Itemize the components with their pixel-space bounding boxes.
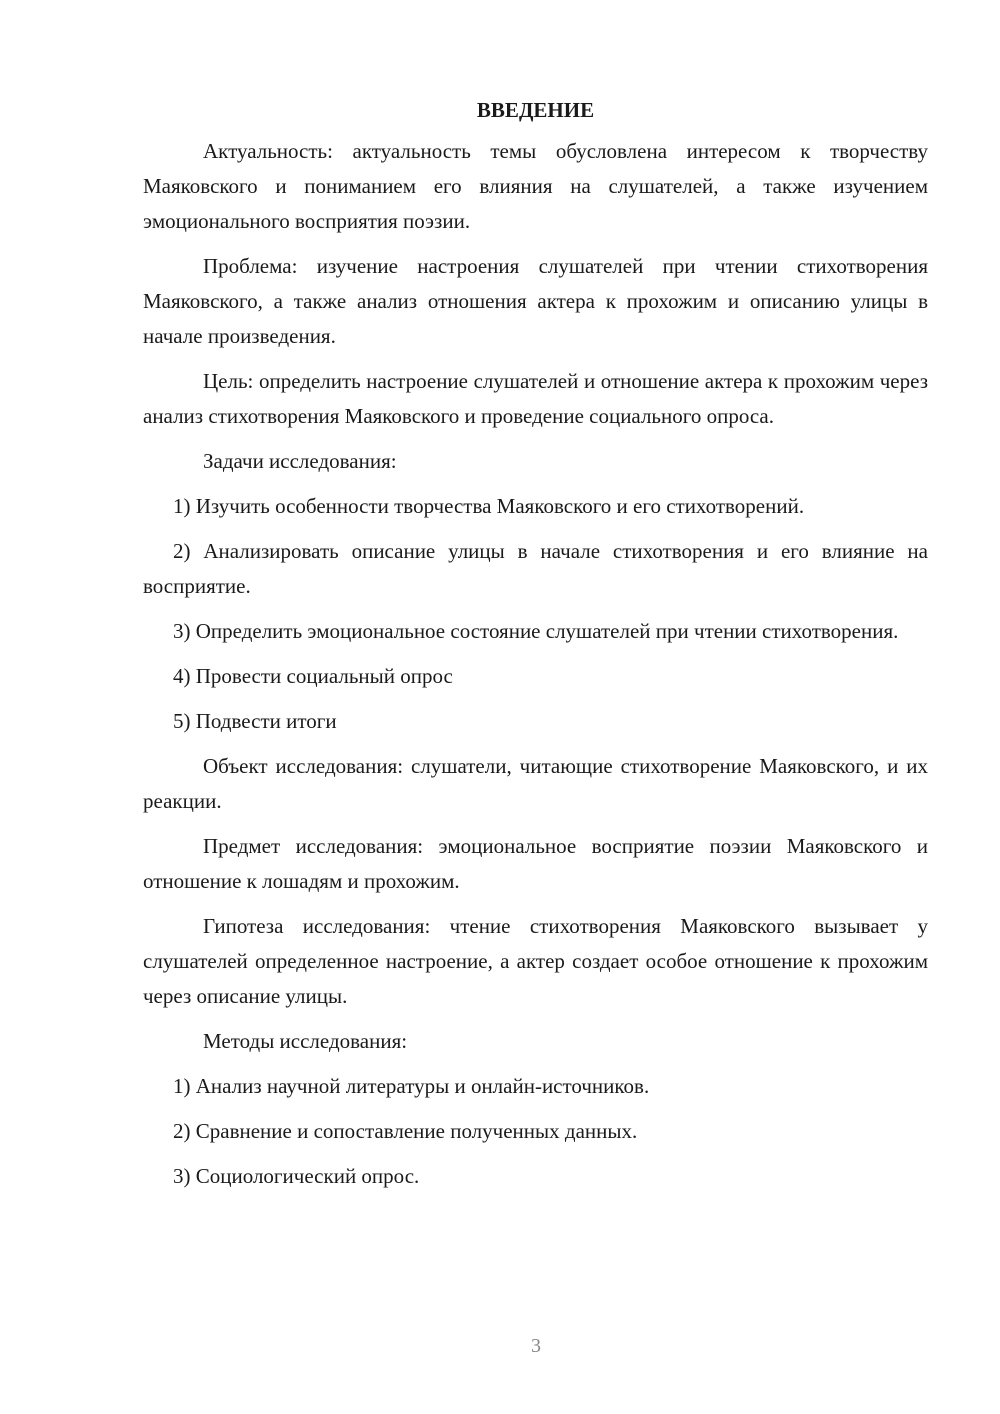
method-item-2: 2) Сравнение и сопоставление полученных данных.	[173, 1119, 638, 1143]
paragraph-hypothesis: Гипотеза исследования: чтение стихотворения Маяковского вызывает у слушателей определенное настроение, а актер создает особое отношение к прохожим через описание улицы.	[143, 914, 928, 1008]
task-item-2: 2) Анализировать описание улицы в начале стихотворения и его влияние на восприятие.	[143, 539, 928, 598]
paragraph-goal: Цель: определить настроение слушателей и отношение актера к прохожим через анализ стихотворения Маяковского и проведение социального опроса.	[143, 369, 928, 428]
task-item-4: 4) Провести социальный опрос	[173, 664, 453, 688]
paragraph-methods-heading: Методы исследования:	[203, 1029, 408, 1053]
task-item-3: 3) Определить эмоциональное состояние слушателей при чтении стихотворения.	[173, 619, 899, 643]
task-item-1: 1) Изучить особенности творчества Маяковского и его стихотворений.	[173, 494, 805, 518]
document-page	[143, 92, 928, 1204]
paragraph-tasks-heading: Задачи исследования:	[203, 449, 397, 473]
method-item-1: 1) Анализ научной литературы и онлайн-источников.	[173, 1074, 650, 1098]
method-item-3: 3) Социологический опрос.	[173, 1164, 420, 1188]
paragraph-relevance: Актуальность: актуальность темы обусловлена интересом к творчеству Маяковского и пониманием его влияния на слушателей, а также изучением эмоционального восприятия поэзии.	[143, 139, 928, 233]
section-title: ВВЕДЕНИЕ	[476, 98, 595, 122]
paragraph-problem: Проблема: изучение настроения слушателей при чтении стихотворения Маяковского, а также анализ отношения актера к прохожим и описанию улицы в начале произведения.	[143, 254, 928, 348]
page-number: 3	[531, 1335, 541, 1357]
task-item-5: 5) Подвести итоги	[173, 709, 337, 733]
paragraph-object: Объект исследования: слушатели, читающие стихотворение Маяковского, и их реакции.	[143, 754, 928, 813]
paragraph-subject: Предмет исследования: эмоциональное восприятие поэзии Маяковского и отношение к лошадям и прохожим.	[143, 834, 928, 893]
